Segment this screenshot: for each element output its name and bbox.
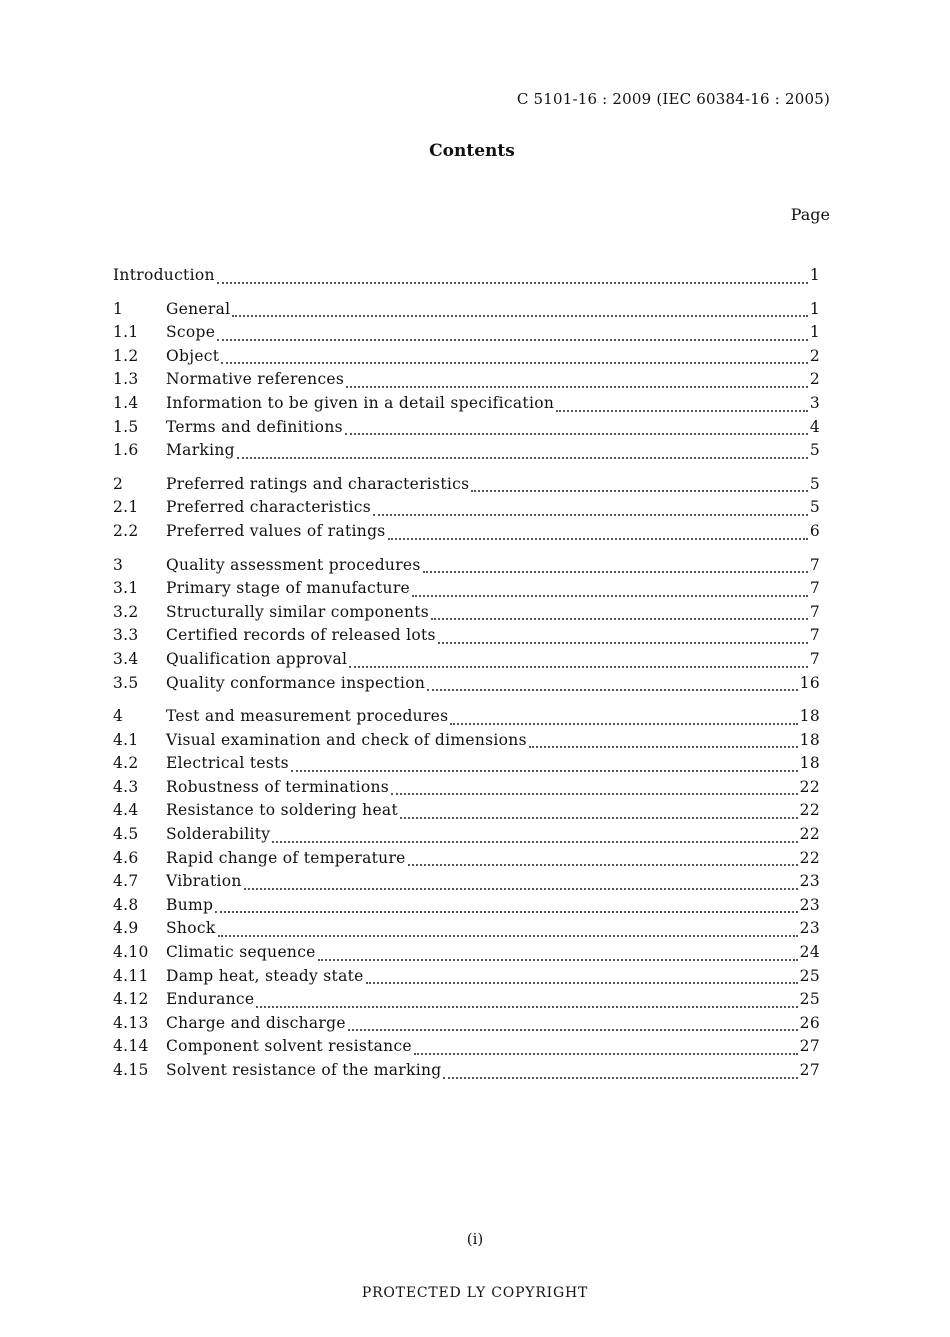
toc-entry-number: 1.5 <box>113 417 139 436</box>
toc-entry-title: Structurally similar components <box>166 602 430 621</box>
toc-entry-page: 5 <box>809 498 820 517</box>
toc-entry-title: Electrical tests <box>166 754 289 773</box>
copyright-notice: PROTECTED LY COPYRIGHT <box>361 1285 589 1301</box>
toc-entry-number: 4.15 <box>113 1061 149 1079</box>
toc-entry[interactable] <box>113 394 820 418</box>
toc-entry-number: 2.2 <box>113 521 139 540</box>
toc-entry-page: 5 <box>809 441 820 460</box>
toc-entry-number: 3 <box>113 555 124 574</box>
toc-entry-page: 18 <box>799 754 820 773</box>
toc-entry-number: 4.6 <box>113 848 139 867</box>
toc-entry-page: 7 <box>809 626 820 645</box>
toc-entry[interactable] <box>113 650 820 674</box>
toc-entry-number: 4.3 <box>113 777 139 796</box>
dot-leader <box>218 935 798 937</box>
dot-leader <box>529 746 798 748</box>
toc-entry[interactable] <box>113 603 820 627</box>
toc-entry-number: 3.3 <box>113 626 139 645</box>
toc-entry[interactable] <box>113 754 820 778</box>
toc-entry[interactable] <box>113 347 820 371</box>
toc-entry[interactable] <box>113 990 820 1014</box>
toc-entry[interactable] <box>113 825 820 849</box>
dot-leader <box>366 982 798 984</box>
dot-leader <box>232 315 807 317</box>
dot-leader <box>221 362 808 364</box>
toc-entry-page: 5 <box>809 474 820 493</box>
toc-entry-title: Solvent resistance of the marking <box>166 1061 442 1079</box>
toc-entry-page: 23 <box>799 895 820 914</box>
dot-leader <box>217 282 808 284</box>
toc-entry-title: Charge and discharge <box>166 1013 346 1032</box>
toc-entry-title: Quality conformance inspection <box>166 673 426 692</box>
toc-entry-title: Normative references <box>166 370 345 389</box>
dot-leader <box>349 666 808 668</box>
toc-entry[interactable] <box>113 707 820 731</box>
toc-entry-page: 27 <box>799 1037 820 1056</box>
toc-entry-page: 22 <box>799 777 820 796</box>
toc-entry[interactable] <box>113 300 820 324</box>
toc-entry-page: 3 <box>809 393 820 412</box>
dot-leader <box>400 817 798 819</box>
dot-leader <box>427 689 798 691</box>
toc-entry-title: Qualification approval <box>166 649 348 668</box>
toc-entry[interactable] <box>113 323 820 347</box>
toc-entry-number: 4.14 <box>113 1037 149 1056</box>
dot-leader <box>237 457 808 459</box>
toc-entry-page: 23 <box>799 919 820 938</box>
dot-leader <box>414 1053 798 1055</box>
toc-entry[interactable] <box>113 872 820 896</box>
toc-entry-title: Marking <box>166 441 235 460</box>
dot-leader <box>556 410 808 412</box>
toc-entry-title: Climatic sequence <box>166 943 316 962</box>
dot-leader <box>244 888 798 890</box>
toc-entry-title: Shock <box>166 919 216 938</box>
dot-leader <box>217 339 808 341</box>
toc-entry-number: 1 <box>113 299 124 318</box>
toc-entry-number: 4.8 <box>113 895 139 914</box>
toc-entry-number: 4.13 <box>113 1013 149 1032</box>
toc-entry-page: 25 <box>799 990 820 1009</box>
toc-entry-page: 6 <box>809 521 820 540</box>
toc-entry-number: 4.9 <box>113 919 139 938</box>
toc-entry-page: 7 <box>809 649 820 668</box>
dot-leader <box>346 386 808 388</box>
toc-entry-number: 4.1 <box>113 730 139 749</box>
toc-entry-title: Visual examination and check of dimensions <box>166 730 527 749</box>
dot-leader <box>272 841 797 843</box>
toc-entry[interactable] <box>113 370 820 394</box>
toc-entry-page: 2 <box>809 370 820 389</box>
dot-leader <box>450 723 797 725</box>
toc-entry-number: 1.2 <box>113 346 139 365</box>
dot-leader <box>318 959 798 961</box>
toc-entry-title: Bump <box>166 895 214 914</box>
dot-leader <box>391 793 798 795</box>
toc-entry-title: General <box>166 299 231 318</box>
toc-entry[interactable] <box>113 498 820 522</box>
toc-entry-page: 2 <box>809 346 820 365</box>
toc-entry-title: Preferred values of ratings <box>166 521 386 540</box>
toc-entry[interactable] <box>113 1014 820 1038</box>
dot-leader <box>438 642 808 644</box>
toc-entry-title: Information to be given in a detail specification <box>166 393 555 412</box>
toc-entry-page: 16 <box>799 673 820 692</box>
toc-entry-page: 18 <box>799 730 820 749</box>
toc-entry[interactable] <box>113 1061 820 1085</box>
toc-entry-number: 1.3 <box>113 370 139 389</box>
toc-entry[interactable] <box>113 266 820 290</box>
toc-entry-page: 22 <box>799 825 820 844</box>
dot-leader <box>256 1006 797 1008</box>
toc-entry-number: 4.12 <box>113 990 149 1009</box>
toc-entry-title: Robustness of terminations <box>166 777 390 796</box>
toc-entry-number: 3.4 <box>113 649 139 668</box>
toc-entry-number: 2 <box>113 474 124 493</box>
toc-entry[interactable] <box>113 943 820 967</box>
toc-entry-number: 4 <box>113 707 124 726</box>
toc-entry-number: 3.5 <box>113 673 139 692</box>
toc-entry-number: 4.5 <box>113 825 139 844</box>
toc-entry-title: Preferred characteristics <box>166 498 372 517</box>
toc-entry-title: Rapid change of temperature <box>166 848 406 867</box>
toc-entry-page: 1 <box>809 299 820 318</box>
toc-entry[interactable] <box>113 801 820 825</box>
toc-entry-page: 18 <box>799 707 820 726</box>
toc-entry-title: Component solvent resistance <box>166 1037 412 1056</box>
toc-entry-page: 1 <box>809 323 820 342</box>
dot-leader <box>431 618 808 620</box>
toc-entry-page: 24 <box>799 943 820 962</box>
dot-leader <box>348 1029 798 1031</box>
toc-entry[interactable] <box>113 919 820 943</box>
toc-entry-number: 1.6 <box>113 441 139 460</box>
toc-entry-page: 7 <box>809 602 820 621</box>
toc-entry-number: 1.1 <box>113 323 139 342</box>
toc-entry-number: 4.4 <box>113 801 139 820</box>
toc-entry-number: 3.2 <box>113 602 139 621</box>
toc-entry-title: Quality assessment procedures <box>166 555 421 574</box>
toc-entry-title: Introduction <box>113 266 215 284</box>
toc-entry-title: Preferred ratings and characteristics <box>166 474 470 493</box>
dot-leader <box>408 864 798 866</box>
toc-entry-title: Solderability <box>166 825 271 844</box>
toc-entry[interactable] <box>113 849 820 873</box>
toc-entry[interactable] <box>113 626 820 650</box>
toc-entry[interactable] <box>113 522 820 546</box>
toc-entry-title: Object <box>166 346 220 365</box>
toc-entry-page: 23 <box>799 872 820 891</box>
toc-entry-page: 7 <box>809 555 820 574</box>
toc-entry-number: 1.4 <box>113 393 139 412</box>
toc-entry[interactable] <box>113 967 820 991</box>
toc-entry[interactable] <box>113 441 820 465</box>
page-column-label: Page <box>790 205 830 224</box>
dot-leader <box>215 911 797 913</box>
toc-entry[interactable] <box>113 475 820 499</box>
toc-entry-page: 25 <box>799 966 820 985</box>
dot-leader <box>291 770 798 772</box>
toc-entry-page: 22 <box>799 848 820 867</box>
toc-entry-title: Test and measurement procedures <box>166 707 449 726</box>
toc-entry[interactable] <box>113 556 820 580</box>
toc-entry-page: 27 <box>799 1061 820 1079</box>
dot-leader <box>423 571 808 573</box>
toc-entry[interactable] <box>113 674 820 698</box>
toc-entry[interactable] <box>113 896 820 920</box>
page-title: Contents <box>429 141 515 161</box>
toc-entry[interactable] <box>113 1037 820 1061</box>
toc-entry[interactable] <box>113 731 820 755</box>
toc-entry[interactable] <box>113 778 820 802</box>
dot-leader <box>471 490 807 492</box>
toc-entry-title: Vibration <box>166 872 242 891</box>
toc-entry-number: 3.1 <box>113 579 139 598</box>
toc-entry-number: 4.7 <box>113 872 139 891</box>
toc-entry-page: 4 <box>809 417 820 436</box>
toc-entry-page: 1 <box>809 266 820 284</box>
toc-entry-title: Primary stage of manufacture <box>166 579 411 598</box>
dot-leader <box>412 595 808 597</box>
dot-leader <box>443 1077 797 1079</box>
toc-entry-title: Damp heat, steady state <box>166 966 364 985</box>
toc-entry-page: 26 <box>799 1013 820 1032</box>
toc-entry-title: Resistance to soldering heat <box>166 801 398 820</box>
table-of-contents <box>113 266 820 1085</box>
toc-entry-title: Scope <box>166 323 216 342</box>
toc-entry-number: 4.11 <box>113 966 149 985</box>
toc-entry-title: Endurance <box>166 990 255 1009</box>
dot-leader <box>373 514 808 516</box>
footer-page-number: (i) <box>466 1230 484 1248</box>
toc-entry[interactable] <box>113 579 820 603</box>
document-reference: C 5101-16 : 2009 (IEC 60384-16 : 2005) <box>516 90 830 108</box>
toc-entry[interactable] <box>113 418 820 442</box>
dot-leader <box>345 433 808 435</box>
dot-leader <box>388 538 808 540</box>
toc-entry-number: 2.1 <box>113 498 139 517</box>
toc-entry-page: 7 <box>809 579 820 598</box>
toc-entry-title: Terms and definitions <box>166 417 343 436</box>
toc-entry-number: 4.10 <box>113 943 149 962</box>
toc-entry-number: 4.2 <box>113 754 139 773</box>
toc-entry-title: Certified records of released lots <box>166 626 436 645</box>
toc-entry-page: 22 <box>799 801 820 820</box>
